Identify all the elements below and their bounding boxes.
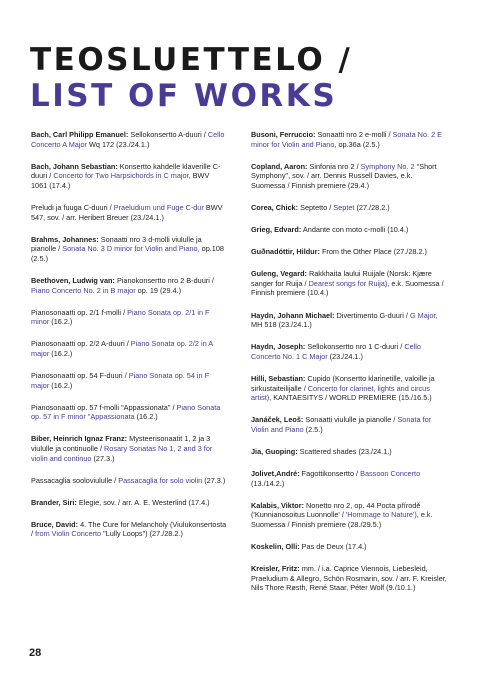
composer-name: Koskelin, Olli: [251,541,300,551]
work-text: Pianosonaatti op. 54 F-duuri / [31,371,129,380]
work-details: "Short Symphony", sov. / arr. Dennis Russell Davies, e.k. Suomessa / Finnish premiere (29.4.) [251,161,437,190]
work-title-english: Piano Sonata op. 54 in F major [31,371,210,390]
work-entry [251,247,447,257]
work-title-english: Piano Concerto No. 2 in B major [31,285,136,295]
work-title-english: 'Hommage to Nature') [345,510,417,520]
work-title-english: Cello Concerto No. 1 C Major [251,342,421,361]
work-text: Mysteerisonaatit 1, 2 ja 3 viululle ja continuolle / [31,434,211,453]
composer-name: Brahms, Johannes: [31,234,99,244]
work-entry [251,311,447,330]
work-text: Andante con moto c-molli (10.4.) [301,225,409,235]
page-number: 28 [29,647,42,659]
work-entry [31,371,227,390]
title-english: LIST OF WORKS [30,78,338,114]
work-title-english: Dearest songs for Ruija) [308,278,388,288]
work-title-english: Piano Sonata op. 57 in F minor "Appassionata [31,402,221,422]
works-column-right [251,130,447,605]
work-title-english: Sonata for Violin and Piano [251,415,432,434]
work-entry [251,447,447,457]
work-details: op.108 (2.5.) [31,244,224,263]
work-title-english: Rosary Sonatas No 1, 2 and 3 for violin and continuo [31,443,213,463]
work-entry [31,203,227,222]
work-entry [251,564,447,593]
work-text: Cupido (Konsertto klarinetille, valoille ja sirkustaiteilijalle / [251,373,435,393]
work-details: Wq 172 (23./24.1.) [86,139,150,149]
work-text: Fagottikonsertto / [299,468,361,478]
work-text: Pianosonaatti op. 2/1 f-molli / [31,307,128,317]
composer-name: Jolivet,André: [251,468,300,478]
work-entry [31,339,227,358]
work-details: , e.k. Suomessa / Finnish premiere (28./29.5.) [251,510,433,529]
work-entry [31,276,227,295]
work-entry [31,520,227,539]
composer-name: Bach, Johann Sebastian: [31,161,118,171]
composer-name: Biber, Heinrich Ignaz Franz: [31,434,128,444]
work-entry [251,203,447,213]
work-title-english: Septet [333,202,355,212]
work-title-english: Passacaglia for solo violin [118,475,203,485]
work-text: Sonaatti nro 2 e-molli / [315,130,393,139]
work-details: (16.2.) [49,317,73,327]
work-entry [251,374,447,403]
work-title-english: Praeludium und Fuge C-dur [113,202,204,212]
work-text: Sellokonsertto A-duuri / [128,130,208,139]
work-details: (16.2.) [49,348,73,358]
work-entry [251,225,447,235]
work-entry [31,434,227,463]
work-entry [31,162,227,191]
composer-name: Kalabis, Viktor: [251,500,304,510]
work-title-english: Sonata No. 3 D minor for Violin and Piano, [62,244,200,254]
composer-name: Corea, Chick: [251,202,299,212]
work-text: Rakkhaita laului Ruijale (Norsk: Kjære sanger for Ruija / [251,269,432,288]
work-details: (27.3.) [91,453,115,463]
work-text: Passacaglia sooloviululle / [31,475,119,485]
title-finnish: TEOSLUETTELO / [30,42,353,78]
works-column-left [31,130,227,552]
composer-name: Brander, Siri: [31,497,77,507]
work-entry [31,235,227,264]
composer-name: Guleng, Vegard: [251,269,307,279]
work-title-english: Piano Sonata op. 2/1 in F minor [31,307,210,327]
work-details: (16.2.) [49,380,73,390]
work-title-english: Cello Concerto A Major [31,130,225,149]
work-text: Pianokonsertto nro 2 B-duuri / [114,275,214,285]
work-details: (27./28.2.) [354,202,390,212]
work-text: From the Other Place (27./28.2.) [319,247,427,257]
work-details: , e.k. Suomessa / Finnish premiere (10.4.) [251,278,444,298]
work-details: (16.2.) [134,412,158,422]
work-details: "Lully Loops") (27./28.2.) [101,529,183,539]
work-text: Nonetto nro 2, op. 44 Pocta přírodě ('Kunnianosoitus Luonnolle' / [251,500,421,520]
work-title-english: Bassoon Concerto [360,468,421,478]
work-text: Scattered shades (23./24.1.) [297,446,392,456]
work-details: MH 518 (23./24.1.) [251,320,312,330]
work-entry [251,415,447,434]
work-text: Divertimento G-duuri / [334,310,410,320]
composer-name: Kreisler, Fritz: [251,564,300,574]
composer-name: Guðnadóttir, Hildur: [251,247,320,257]
work-text: 4. The Cure for Melancholy (Viulukonsertosta / [31,519,227,539]
work-title-english: Concerto for clarinet, lights and circus artist) [251,383,430,403]
composer-name: Bruce, David: [31,519,79,529]
composer-name: Busoni, Ferruccio: [251,130,316,139]
work-entry [31,130,227,149]
work-title-english: Sonata No. 2 E minor for Violin and Piano, [251,130,443,149]
work-entry [31,403,227,422]
composer-name: Haydn, Johann Michael: [251,310,335,320]
work-title-english: Piano Sonata op. 2/2 in A major [31,339,213,358]
work-title-english: from Violin Concerto [35,529,102,539]
work-entry [251,269,447,298]
work-details: (2.5.) [303,424,323,434]
work-entry [251,342,447,361]
work-entry [251,542,447,552]
work-text: Septetto / [298,202,334,212]
work-text: Sinfonia nro 2 / [307,161,361,171]
work-text: Sonaatti nro 3 d-molli viululle ja pianolle / [31,234,202,254]
work-text: Konsertto kahdelle klaverille C-duuri / [31,161,221,181]
work-entry [251,501,447,530]
page-title [30,42,352,114]
work-entry [251,162,447,191]
composer-name: Haydn, Joseph: [251,342,306,352]
work-text: Pas de Deux (17.4.) [299,541,367,551]
work-text: Sonaatti viululle ja pianolle / [303,415,398,425]
work-details: BWV 1061 (17.4.) [31,171,210,190]
work-details: (27.3.) [202,475,226,485]
work-title-english: G Major, [409,310,438,320]
work-details: op. 19 (29.4.) [135,285,182,295]
work-entry [31,308,227,327]
composer-name: Bach, Carl Philipp Emanuel: [31,130,129,139]
work-title-english: Concerto for Two Harpsichords in C major, [53,171,191,181]
work-entry [251,469,447,488]
composer-name: Grieg, Edvard: [251,225,302,235]
work-details: (13./14.2.) [251,478,285,488]
work-text: Elegie, sov. / arr. A. E. Westerlind (17.4.) [76,497,210,507]
composer-name: Hilli, Sebastian: [251,373,306,383]
work-title-english: Symphony No. 2 [360,161,415,171]
composer-name: Beethoven, Ludwig van: [31,275,115,285]
work-entry [31,498,227,508]
work-text: Preludi ja fuuga C-duuri / [31,202,114,212]
work-text: Pianosonaatti op. 2/2 A-duuri / [31,339,131,349]
work-details: , KANTAESITYS / WORLD PREMIERE (15./16.5.) [269,393,432,403]
work-text: mm. / i.a. Caprice Viennois, Liebesleid, Praeludium & Allegro, Schön Rosmarin, sov. / arr. F. Kreisler, Nils Thore Røsth, René Staar, Péter Wolf (9./10.1.) [251,564,447,593]
composer-name: Jia, Guoping: [251,446,298,456]
work-text: Sellokonsertto nro 1 C-duuri / [305,342,405,352]
work-entry [31,476,227,486]
work-details: (23./24.1.) [327,351,363,361]
work-entry [251,130,447,149]
composer-name: Janáček, Leoš: [251,415,304,425]
work-details: BWV 547, sov. / arr. Heribert Breuer (23./24.1.) [31,202,223,222]
composer-name: Copland, Aaron: [251,161,308,171]
work-details: op.36a (2.5.) [336,139,380,149]
work-text: Pianosonaatti op. 57 f-molli "Appassionata" / [31,402,177,412]
